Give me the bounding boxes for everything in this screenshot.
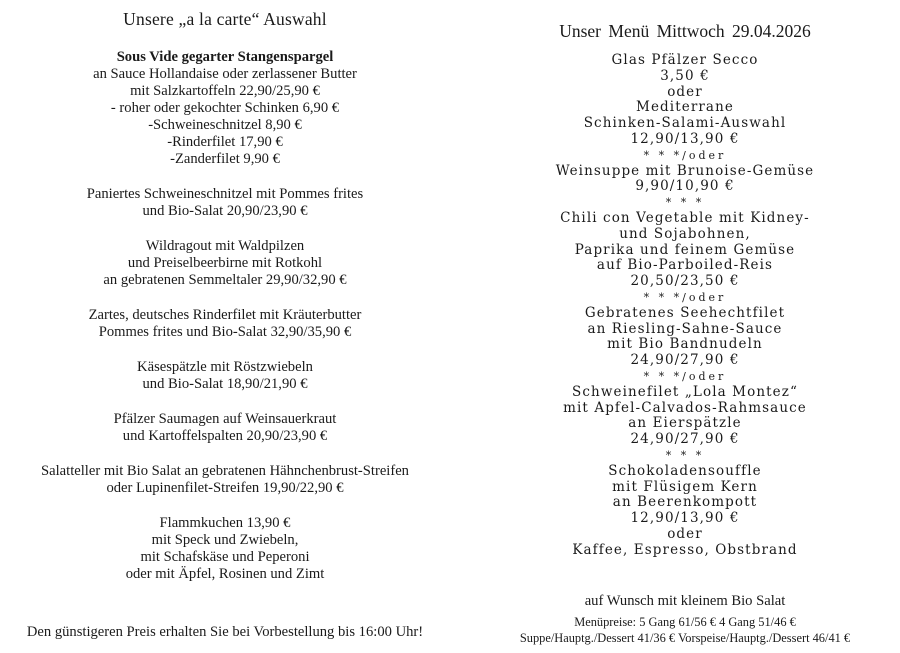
daily-menu-line: mit Flüsigem Kern bbox=[612, 478, 758, 495]
menu-item-line: Pommes frites und Bio-Salat 32,90/35,90 € bbox=[98, 324, 352, 340]
course-separator: * * * bbox=[665, 196, 705, 210]
daily-menu-list bbox=[470, 53, 900, 559]
menu-item-line: und Bio-Salat 20,90/23,90 € bbox=[142, 203, 308, 219]
menu-item-line: -Schweineschnitzel 8,90 € bbox=[148, 117, 302, 133]
daily-menu-line: 20,50/23,50 € bbox=[630, 273, 740, 290]
daily-menu-line: Chili con Vegetable mit Kidney- bbox=[560, 209, 810, 226]
daily-menu-line: mit Bio Bandnudeln bbox=[607, 336, 763, 353]
menu-item bbox=[0, 515, 450, 583]
menu-item-name: Sous Vide gegarter Stangenspargel bbox=[116, 49, 334, 65]
menu-item-name: Wildragout mit Waldpilzen bbox=[145, 238, 305, 254]
menu-item-line: mit Schafskäse und Peperoni bbox=[140, 549, 310, 565]
daily-menu-line: Schweinefilet „Lola Montez“ bbox=[572, 383, 798, 400]
salad-note: auf Wunsch mit kleinem Bio Salat bbox=[584, 593, 786, 609]
menu-prices bbox=[470, 614, 900, 646]
menu-item-line: oder Lupinenfilet-Streifen 19,90/22,90 € bbox=[106, 480, 344, 496]
menu-item-name: Flammkuchen 13,90 € bbox=[159, 515, 291, 531]
course-separator: * * */oder bbox=[643, 369, 727, 383]
menu-item-line: oder mit Äpfel, Rosinen und Zimt bbox=[125, 566, 325, 582]
menu-item-name: Pfälzer Saumagen auf Weinsauerkraut bbox=[113, 411, 337, 427]
preorder-note: Den günstigeren Preis erhalten Sie bei Vorbestellung bis 16:00 Uhr! bbox=[26, 624, 424, 640]
daily-menu-line: und Sojabohnen, bbox=[619, 225, 751, 242]
menu-item-name: Zartes, deutsches Rinderfilet mit Kräuterbutter bbox=[88, 307, 362, 323]
a-la-carte-title: Unsere „a la carte“ Auswahl bbox=[123, 9, 327, 29]
daily-menu-line: oder bbox=[667, 83, 703, 100]
daily-menu-line: 12,90/13,90 € bbox=[630, 510, 740, 527]
menu-prices-line: Menüpreise: 5 Gang 61/56 € 4 Gang 51/46 € bbox=[574, 615, 796, 629]
course-separator: * * */oder bbox=[643, 290, 727, 304]
menu-prices-line: Suppe/Hauptg./Dessert 41/36 € Vorspeise/Hauptg./Dessert 46/41 € bbox=[519, 631, 851, 645]
menu-item-line: -Rinderfilet 17,90 € bbox=[167, 134, 283, 150]
menu-item bbox=[0, 463, 450, 497]
menu-item-line: mit Salzkartoffeln 22,90/25,90 € bbox=[130, 83, 320, 99]
daily-menu-title: Unser Menü Mittwoch 29.04.2026 bbox=[559, 21, 811, 41]
menu-item-line: - roher oder gekochter Schinken 6,90 € bbox=[110, 100, 340, 116]
menu-item-line: mit Speck und Zwiebeln, bbox=[151, 532, 299, 548]
menu-item-line: an gebratenen Semmeltaler 29,90/32,90 € bbox=[103, 272, 347, 288]
daily-menu-line: an Eierspätzle bbox=[628, 415, 742, 432]
course-separator: * * */oder bbox=[643, 148, 727, 162]
daily-menu-line: Paprika und feinem Gemüse bbox=[574, 241, 796, 258]
daily-menu-line: 24,90/27,90 € bbox=[630, 431, 740, 448]
daily-menu-line: Schinken-Salami-Auswahl bbox=[583, 115, 787, 132]
daily-menu-line: Mediterrane bbox=[636, 99, 734, 116]
daily-menu-line: mit Apfel-Calvados-Rahmsauce bbox=[563, 399, 807, 416]
menu-item-line: -Zanderfilet 9,90 € bbox=[170, 151, 280, 167]
daily-menu-line: Gebratenes Seehechtfilet bbox=[584, 304, 786, 321]
menu-item bbox=[0, 238, 450, 289]
menu-item-name: Salatteller mit Bio Salat an gebratenen Hähnchenbrust-Streifen bbox=[41, 463, 409, 479]
course-separator: * * * bbox=[665, 448, 705, 462]
daily-menu-line: 3,50 € bbox=[660, 67, 710, 84]
daily-menu-line: Glas Pfälzer Secco bbox=[611, 52, 759, 68]
daily-menu-line: auf Bio-Parboiled-Reis bbox=[596, 257, 774, 274]
a-la-carte-list bbox=[0, 49, 450, 601]
menu-item-line: und Bio-Salat 18,90/21,90 € bbox=[142, 376, 308, 392]
daily-menu-line: Schokoladensouffle bbox=[608, 462, 762, 479]
daily-menu-line: 12,90/13,90 € bbox=[630, 130, 740, 147]
daily-menu-line: an Riesling-Sahne-Sauce bbox=[587, 320, 783, 337]
menu-item-name: Käsespätzle mit Röstzwiebeln bbox=[137, 359, 313, 375]
daily-menu-line: 9,90/10,90 € bbox=[635, 178, 735, 195]
menu-item bbox=[0, 186, 450, 220]
daily-menu-line: Kaffee, Espresso, Obstbrand bbox=[572, 541, 798, 558]
menu-item bbox=[0, 359, 450, 393]
menu-item-name: Paniertes Schweineschnitzel mit Pommes frites bbox=[86, 186, 364, 202]
menu-item bbox=[0, 49, 450, 168]
daily-menu-line: an Beerenkompott bbox=[612, 494, 758, 511]
menu-item bbox=[0, 411, 450, 445]
daily-menu-line: Weinsuppe mit Brunoise-Gemüse bbox=[555, 162, 815, 179]
menu-item-line: und Preiselbeerbirne mit Rotkohl bbox=[127, 255, 323, 271]
menu-item bbox=[0, 307, 450, 341]
daily-menu-line: 24,90/27,90 € bbox=[630, 352, 740, 369]
menu-item-line: an Sauce Hollandaise oder zerlassener Butter bbox=[93, 66, 357, 82]
daily-menu-line: oder bbox=[667, 525, 703, 542]
menu-item-line: und Kartoffelspalten 20,90/23,90 € bbox=[122, 428, 328, 444]
